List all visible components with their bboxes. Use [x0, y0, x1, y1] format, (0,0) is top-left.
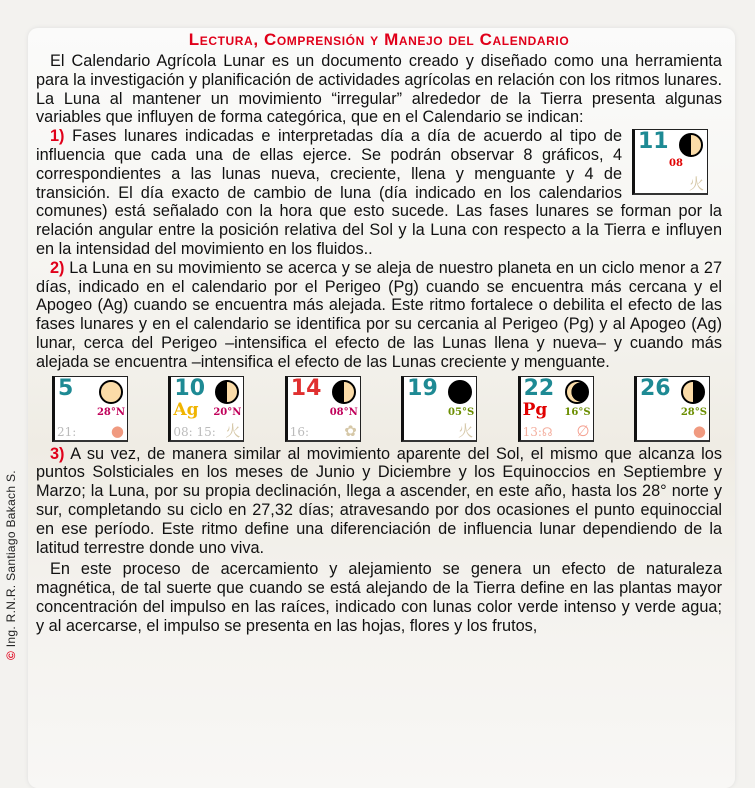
item-number: 2)	[50, 258, 65, 277]
page-title: Lectura, Comprensión y Manejo del Calendario	[188, 30, 570, 49]
item-3	[36, 445, 722, 558]
item-text: A su vez, de manera similar al movimiento aparente del Sol, el mismo que alcanza los puntos Solsticiales en los meses de Junio y Diciembre y los Equinoccios en Septiembre y Marzo; la Luna, por su propia declinación, llega a ascender, en este año, hasta los 28° norte y sur, completando su ciclo en 27,32 días; atravesando por dos ocasiones el punto equinoccial en ese período. Este ritmo define una diferenciación de influencia lunar dependiendo de la latitud terrestre donde uno viva.	[36, 444, 722, 557]
example-day-box	[632, 129, 708, 195]
calendar-day-box	[634, 376, 710, 442]
item-text: Fases lunares indicadas e interpretadas día a día de acuerdo al tipo de influencia que cada una de ellas ejerce. Se podrán observar 8 gráficos, 4 correspondientes a las lunas nueva, creciente, llena y menguante y 4 de transición. El día exacto de cambio de luna (día indicado en los calendarios comunes) está señalado con la hora que esto sucede. Las fases lunares se forman por la relación angular entre la posición relativa del Sol y la Luna con respecto a la Tierra e influyen en la intensidad del movimiento en los fluidos..	[36, 127, 722, 258]
declination: 28°S	[680, 406, 707, 418]
day-number: 10	[174, 375, 206, 401]
perigee-apogee-mark: Ag	[173, 399, 199, 420]
day-number: 19	[407, 375, 438, 401]
declination: 05°S	[448, 406, 475, 418]
item-text: La Luna en su movimiento se acerca y se aleja de nuestro planeta en un ciclo menor a 27 días, indicado en el calendario por el Perigeo (Pg) cuando se encuentra más cercana y el Apogeo (Ag) cuando se encuentra más alejada. Este ritmo fortalece o debilita el efecto de las fases lunares y en el calendario se identifica por su cercania al Perigeo (Pg) y al Apogeo (Ag) lunar, cerca del Perigeo –intensifica el efecto de las Lunas llena y nueva– y cuando más alejada se encuentra –intensifica el efecto de las Lunas creciente y menguante.	[36, 258, 723, 371]
empty-set-icon: ∅	[576, 421, 590, 440]
calendar-day-box	[518, 376, 594, 442]
day-number: 14	[290, 375, 322, 401]
calendar-day-box	[401, 376, 477, 442]
calendar-day-box	[52, 376, 128, 442]
root-icon: ⽕	[458, 421, 474, 440]
day-number: 11	[638, 129, 669, 155]
calendar-day-box	[168, 376, 244, 442]
fruit-icon: ●	[692, 421, 706, 440]
calendar-examples	[36, 376, 722, 442]
perigee-apogee-mark: Pg	[522, 399, 548, 420]
moon-phase-icon	[448, 380, 472, 404]
moon-phase-icon	[332, 380, 356, 404]
intro-paragraph: El Calendario Agrícola Lunar es un documento creado y diseñado como una herramienta para la investigación y planificación de actividades agrícolas en relación con los ritmos lunares. La Luna al mantener un movimiento “irregular” alrededor de la Tierra presenta algunas variables que influyen de forma categórica, que en el Calendario se indican:	[36, 52, 722, 127]
event-time: 13:☊	[522, 424, 553, 439]
item-1	[36, 127, 722, 259]
item-number: 1)	[50, 127, 65, 146]
flower-icon: ✿	[344, 421, 357, 440]
moon-phase-icon	[99, 380, 123, 404]
copyright-icon: ©	[4, 650, 18, 660]
moon-phase-icon	[679, 133, 703, 157]
credit-text: Ing. R.N.R. Santiago Bakach S.	[4, 470, 18, 648]
day-number: 22	[523, 375, 555, 401]
declination: 16°S	[564, 406, 591, 418]
event-time: 16:	[289, 424, 310, 439]
side-credit	[4, 470, 18, 660]
closing-paragraph: En este proceso de acercamiento y alejamiento se genera un efecto de naturaleza magnética, de tal suerte que cuando se está alejando de la Tierra define en las plantas mayor concentración del impulso en las raíces, indicado con lunas color verde intenso y verde agua; y al acercarse, el impulso se presenta en las hojas, flores y los frutos,	[36, 560, 722, 635]
calendar-day-box	[285, 376, 361, 442]
declination: 28°N	[96, 406, 125, 418]
document-body	[36, 30, 722, 636]
fruit-icon: ●	[110, 421, 124, 440]
declination: 08°N	[329, 406, 358, 418]
item-2	[36, 259, 722, 372]
moon-phase-icon	[565, 380, 589, 404]
event-time: 08: 15:	[173, 424, 216, 439]
item-number: 3)	[50, 444, 65, 463]
phase-time: 08	[669, 158, 683, 170]
root-icon: ⽕	[225, 421, 241, 440]
moon-phase-icon	[681, 380, 705, 404]
day-number: 5	[58, 375, 74, 401]
day-number: 26	[639, 375, 671, 401]
root-icon: ⽕	[688, 175, 704, 194]
declination: 20°N	[213, 406, 242, 418]
moon-phase-icon	[215, 380, 239, 404]
event-time: 21:	[57, 424, 77, 439]
